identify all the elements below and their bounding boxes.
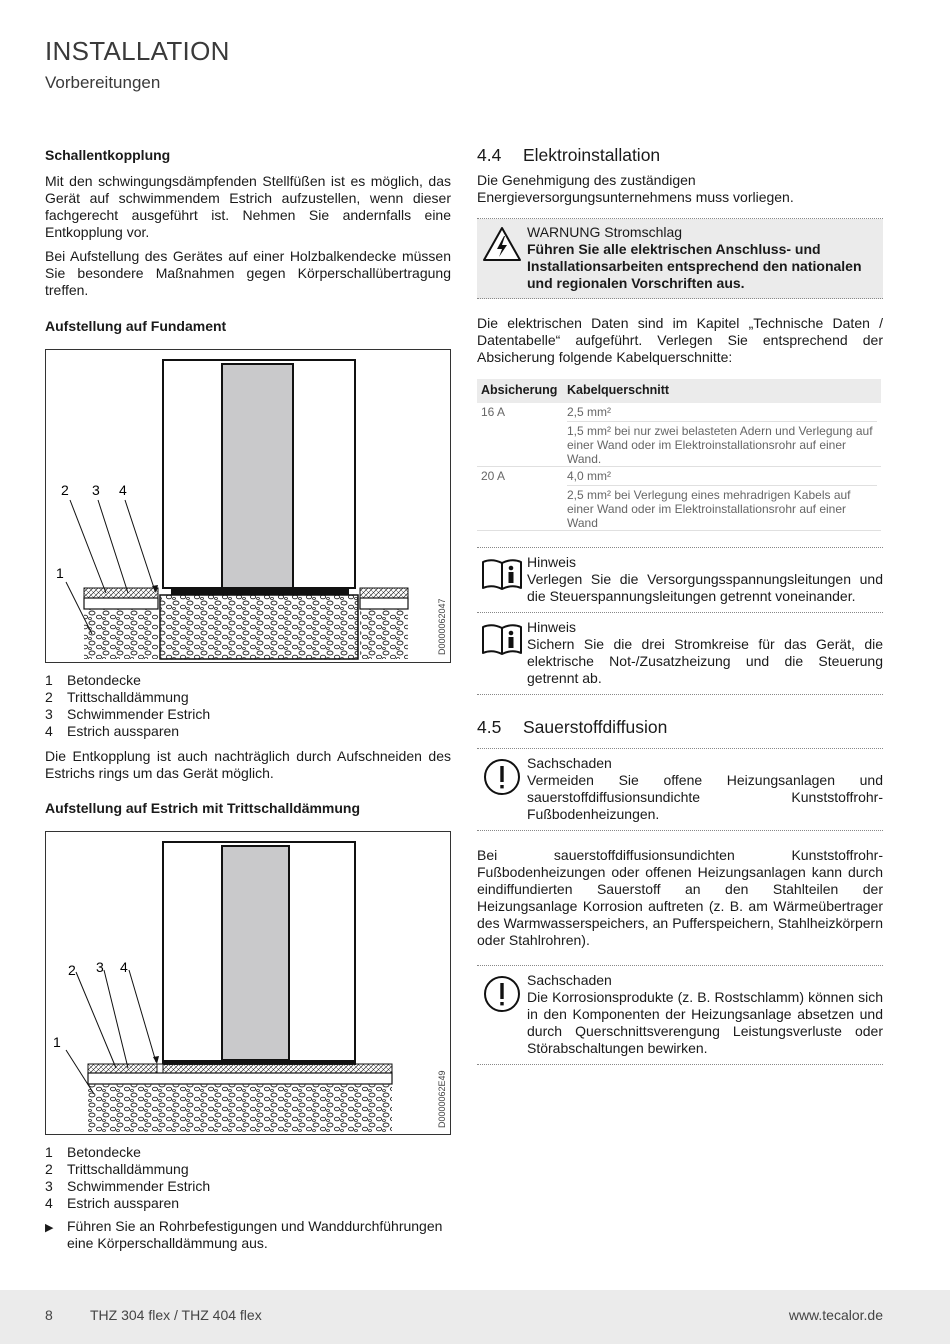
right-column xyxy=(477,147,883,1065)
chapter-subtitle: Vorbereitungen xyxy=(45,73,161,92)
legend-label: Schwimmender Estrich xyxy=(67,1178,211,1194)
note-box xyxy=(477,612,883,695)
table-cell: 2,5 mm² 1,5 mm² bei nur zwei belasteten Adern und Verlegung auf einer Wand oder im Elektroinstallationsrohr auf einer Wand. xyxy=(563,403,881,467)
paragraph: Die Entkopplung ist auch nachträglich durch Aufschneiden des Estrichs rings um das Gerät möglich. xyxy=(45,748,451,781)
section-heading-4-5 xyxy=(477,719,883,736)
legend-item xyxy=(45,672,451,689)
left-column xyxy=(45,147,451,1252)
legend-label: Trittschalldämmung xyxy=(67,689,189,705)
paragraph: Bei sauerstoffdiffusionsundichten Kunststoffrohr-Fußbodenheizungen oder offenen Heizungsanlagen kann durch eindiffundierten Sauerstoff an den Stahlteilen der Heizungsanlage Korrosion auftreten (z. B. am Wärmeübertrager des Warmwasserspeichers, an Pufferspeichern, Stahlheizkörpern oder Stahlrohren). xyxy=(477,847,883,948)
note-box xyxy=(477,547,883,612)
figure-code: D0000062047 xyxy=(437,598,447,655)
legend-label: Betondecke xyxy=(67,1144,141,1160)
figure-code: D0000062E49 xyxy=(437,1070,447,1128)
legend-number: 1 xyxy=(45,672,53,688)
paragraph: Bei Aufstellung des Gerätes auf einer Holzbalkendecke müssen Sie besondere Maßnahmen gegen Körperschallübertragung treffen. xyxy=(45,248,451,298)
product-model: THZ 304 flex / THZ 404 flex xyxy=(90,1307,262,1323)
note-title: Hinweis xyxy=(527,554,577,570)
legend-item xyxy=(45,1195,451,1212)
legend-item xyxy=(45,1178,451,1195)
table-cell: 20 A xyxy=(477,467,563,531)
paragraph: Mit den schwingungsdämpfenden Stellfüßen ist es möglich, das Gerät auf schwimmendem Estrich aufzustellen, wenn dieser fachgerecht ausgeführt ist. Nehmen Sie andernfalls eine Entkopplung vor. xyxy=(45,173,451,240)
figure-estrich xyxy=(45,831,451,1135)
section-heading-estrich: Aufstellung auf Estrich mit Trittschalldämmung xyxy=(45,800,361,816)
page-footer xyxy=(0,1290,950,1344)
screed-diagram xyxy=(46,832,450,1134)
bullet-triangle-icon: ▶ xyxy=(45,1222,54,1234)
callout-4: 4 xyxy=(119,482,127,498)
legend-item xyxy=(45,1144,451,1161)
exclamation-circle-icon xyxy=(477,755,527,823)
section-number: 4.4 xyxy=(477,145,502,165)
instruction-text: Führen Sie an Rohrbefestigungen und Wanddurchführungen eine Körperschalldämmung aus. xyxy=(67,1218,443,1251)
note-text: Sichern Sie die drei Stromkreise für das Gerät, die elektrische Not-/Zusatzheizung und die Steuerung getrennt ab. xyxy=(527,636,883,686)
legend-label: Schwimmender Estrich xyxy=(67,706,211,722)
section-heading-4-4 xyxy=(477,147,883,164)
exclamation-circle-icon xyxy=(477,972,527,1057)
legend-label: Estrich aussparen xyxy=(67,723,180,739)
legend-number: 4 xyxy=(45,1195,53,1211)
section-title: Elektroinstallation xyxy=(523,145,661,165)
figure-fundament xyxy=(45,349,451,663)
legend-estrich xyxy=(45,1144,451,1212)
legend-item xyxy=(45,1161,451,1178)
warning-box xyxy=(477,219,883,299)
legend-number: 3 xyxy=(45,1178,53,1194)
callout-1: 1 xyxy=(53,1034,61,1050)
paragraph: Die elektrischen Daten sind im Kapitel „Technische Daten / Datentabelle“ aufgeführt. Verlegen Sie entsprechend der Absicherung folgende Kabelquerschnitte: xyxy=(477,315,883,365)
warning-title: WARNUNG Stromschlag xyxy=(527,224,683,240)
table-header: Absicherung xyxy=(477,379,563,403)
legend-item xyxy=(45,723,451,740)
damage-box xyxy=(477,965,883,1065)
note-text: Verlegen Sie die Versorgungsspannungsleitungen und die Steuerspannungsleitungen getrennt voneinander. xyxy=(527,571,883,604)
table-row xyxy=(477,403,881,467)
legend-item xyxy=(45,689,451,706)
legend-item xyxy=(45,706,451,723)
damage-title: Sachschaden xyxy=(527,972,612,988)
legend-label: Trittschalldämmung xyxy=(67,1161,189,1177)
callout-3: 3 xyxy=(96,959,104,975)
note-title: Hinweis xyxy=(527,619,577,635)
damage-box xyxy=(477,748,883,831)
section-title: Sauerstoffdiffusion xyxy=(523,717,668,737)
section-number: 4.5 xyxy=(477,717,502,737)
info-book-icon xyxy=(477,619,527,687)
callout-2: 2 xyxy=(61,482,69,498)
warning-text: Führen Sie alle elektrischen Anschluss- und Installationsarbeiten entsprechend den nationalen und regionalen Vorschriften aus. xyxy=(527,241,862,291)
table-cell: 4,0 mm² 2,5 mm² bei Verlegung eines mehradrigen Kabels auf einer Wand oder im Elektroinstallationsrohr auf einer Wand xyxy=(563,467,881,531)
damage-text: Die Korrosionsprodukte (z. B. Rostschlamm) können sich in den Komponenten der Heizungsanlage absetzen und durch Querschnittsverengung Leistungsverluste oder Störabschaltungen bewirken. xyxy=(527,989,883,1056)
legend-number: 1 xyxy=(45,1144,53,1160)
section-heading-schallentkopplung: Schallentkopplung xyxy=(45,147,171,163)
callout-1: 1 xyxy=(56,565,64,581)
legend-number: 2 xyxy=(45,689,53,705)
legend-label: Betondecke xyxy=(67,672,141,688)
website-url: www.tecalor.de xyxy=(788,1307,883,1323)
legend-number: 2 xyxy=(45,1161,53,1177)
legend-number: 3 xyxy=(45,706,53,722)
cable-table xyxy=(477,379,881,531)
instruction-bullet xyxy=(45,1218,451,1252)
table-row xyxy=(477,467,881,531)
table-header: Kabelquerschnitt xyxy=(563,379,881,403)
info-book-icon xyxy=(477,554,527,605)
chapter-title: INSTALLATION xyxy=(45,36,230,66)
legend-number: 4 xyxy=(45,723,53,739)
section-heading-fundament: Aufstellung auf Fundament xyxy=(45,318,227,334)
legend-fundament xyxy=(45,672,451,740)
callout-4: 4 xyxy=(120,959,128,975)
callout-2: 2 xyxy=(68,962,76,978)
damage-title: Sachschaden xyxy=(527,755,612,771)
page-number: 8 xyxy=(45,1307,53,1323)
damage-text: Vermeiden Sie offene Heizungsanlagen und sauerstoffdiffusionsundichte Kunststoffrohr-Fußbodenheizungen. xyxy=(527,772,883,822)
foundation-diagram xyxy=(46,350,450,662)
table-cell: 16 A xyxy=(477,403,563,467)
legend-label: Estrich aussparen xyxy=(67,1195,180,1211)
paragraph: Die Genehmigung des zuständigen Energieversorgungsunternehmens muss vorliegen. xyxy=(477,172,794,205)
warning-triangle-icon xyxy=(477,224,527,292)
callout-3: 3 xyxy=(92,482,100,498)
